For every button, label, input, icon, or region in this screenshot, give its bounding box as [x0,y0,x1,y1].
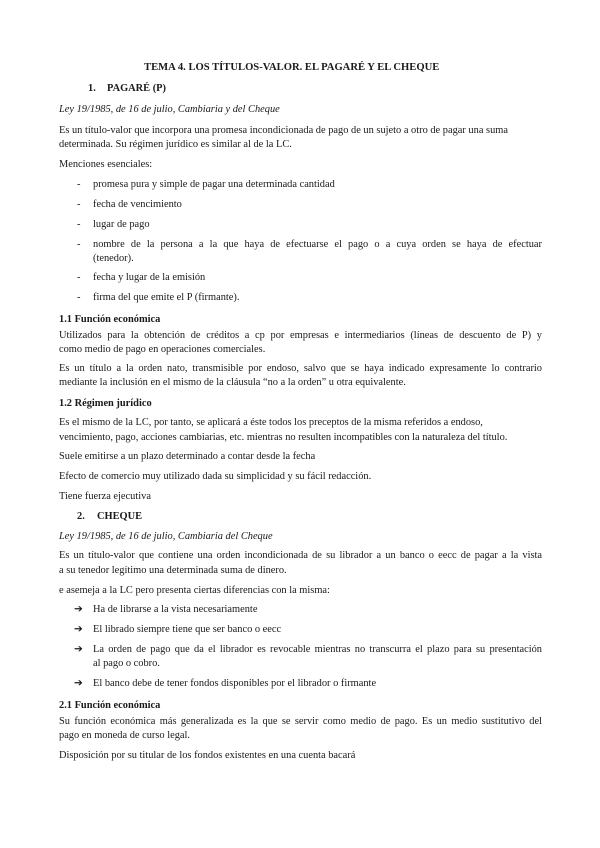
section-2-law: Ley 19/1985, de 16 de julio, Cambiaria del Cheque [59,531,273,542]
paragraph-1-2b: Suele emitirse a un plazo determinado a contar desde la fecha [59,451,316,462]
paragraph-1-2c: Efecto de comercio muy utilizado dada su simplicidad y su fácil redacción. [59,471,372,482]
subheading-1-2: 1.2 Régimen jurídico [59,398,152,409]
section-1-intro-line2: determinada. Su régimen jurídico es similar al de la LC. [59,139,292,150]
bullet-dash: - [77,272,81,283]
list-item: fecha de vencimiento [93,199,182,210]
paragraph-1-1b-line2: mediante la inclusión en el mismo de la cláusula “no a la orden” u otra equivalente. [59,377,406,388]
paragraph-1-2a-line1: Es el mismo de la LC, por tanto, se aplicará a éste todos los preceptos de la misma referidos a endoso, [59,417,483,428]
arrow-bullet-icon: ➔ [74,678,83,689]
paragraph-1-2a-line2: vencimiento, pago, acciones cambiarias, etc. mientras no resulten incompatibles con la naturaleza del título. [59,432,508,443]
subheading-2-1: 2.1 Función económica [59,700,161,711]
paragraph-1-1b-line1: Es un título a la orden nato, transmisible por endoso, salvo que se haya indicado expresamente lo contrario [59,363,542,374]
bullet-dash: - [77,292,81,303]
section-1-number: 1. [88,83,96,94]
section-1-law: Ley 19/1985, de 16 de julio, Cambiaria y del Cheque [59,104,280,115]
list-item: promesa pura y simple de pagar una determinada cantidad [93,179,335,190]
list-item: firma del que emite el P (firmante). [93,292,240,303]
paragraph-2-1b: Disposición por su titular de los fondos existentes en una cuenta bacará [59,750,356,761]
section-2-intro-line2: a su tenedor legítimo una determinada suma de dinero. [59,565,287,576]
list-item: El banco debe de tener fondos disponibles por el librador o firmante [93,678,377,689]
menciones-label: Menciones esenciales: [59,159,153,170]
list-item: fecha y lugar de la emisión [93,272,206,283]
bullet-dash: - [77,179,81,190]
subheading-1-1: 1.1 Función económica [59,314,161,325]
paragraph-2-1a-line2: pago en moneda de curso legal. [59,730,190,741]
bullet-dash: - [77,239,81,250]
paragraph-1-1a-line2: como medio de pago en operaciones comerciales. [59,344,266,355]
list-item-continuation: (tenedor). [93,253,134,264]
paragraph-2-1a-line1: Su función económica más generalizada es la que se servir como medio de pago. Es un medio sustitutivo del [59,716,542,727]
list-item: Ha de librarse a la vista necesariamente [93,604,258,615]
asemeja-label: e asemeja a la LC pero presenta ciertas diferencias con la misma: [59,585,330,596]
list-item: El librado siempre tiene que ser banco o eecc [93,624,282,635]
paragraph-1-1a-line1: Utilizados para la obtención de créditos a cp por empresas e intermediarios (líneas de descuento de P) y [59,330,542,341]
arrow-bullet-icon: ➔ [74,644,83,655]
arrow-bullet-icon: ➔ [74,604,83,615]
section-2-intro-line1: Es un título-valor que contiene una orden incondicionada de su librador a un banco o eecc de pagar a la vista [59,550,542,561]
section-1-heading: PAGARÉ (P) [107,83,166,94]
list-item-continuation: al pago o cobro. [93,658,160,669]
page-title: TEMA 4. LOS TÍTULOS-VALOR. EL PAGARÉ Y EL CHEQUE [144,62,440,73]
list-item: La orden de pago que da el librador es revocable mientras no transcurra el plazo para su presentación [93,644,542,655]
arrow-bullet-icon: ➔ [74,624,83,635]
section-2-heading: CHEQUE [97,511,143,522]
bullet-dash: - [77,219,81,230]
paragraph-1-2d: Tiene fuerza ejecutiva [59,491,151,502]
list-item: lugar de pago [93,219,150,230]
section-1-intro-line1: Es un título-valor que incorpora una promesa incondicionada de pago de un sujeto a otro de pagar una suma [59,125,508,136]
section-2-number: 2. [77,511,85,522]
list-item: nombre de la persona a la que haya de efectuarse el pago o a cuya orden se haya de efectuar [93,239,542,250]
bullet-dash: - [77,199,81,210]
